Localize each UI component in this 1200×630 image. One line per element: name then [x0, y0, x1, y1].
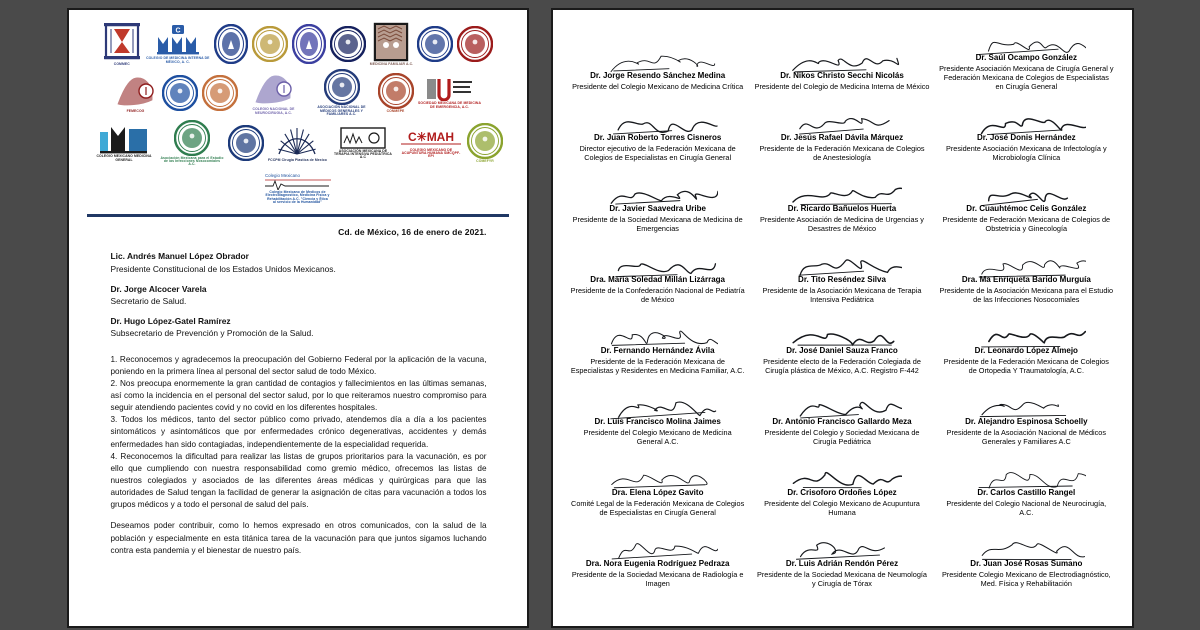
logo-caption: Asociación Mexicana para el Estudio de las Infecciones Nosocomiales A.C. [160, 155, 224, 167]
signature-block [937, 93, 1115, 162]
signatory-name: Dr. Carlos Castillo Rangel [977, 488, 1076, 498]
colegio-medicina-interna-icon [155, 24, 201, 56]
addressee-3 [111, 315, 487, 339]
signatory-name: Dra. María Soledad Millán Lizárraga [590, 275, 726, 285]
signature-block [753, 306, 931, 375]
signatory-title: Presidente de la Sociedad Mexicana de Neumología y Cirugía de Tórax [757, 569, 927, 588]
signatory-title: Presidente de Federación Mexicana de Colegios de Obstetricia y Ginecología [942, 214, 1111, 233]
signatory-name: Dr. Antonio Francisco Gallardo Meza [772, 417, 912, 427]
comefyr-icon [467, 123, 503, 159]
signatory-name: Dr. Leonardo López Almejo [974, 346, 1078, 356]
signature-block [569, 93, 747, 162]
seal-eagle-blue-logo [228, 125, 264, 161]
signatory-title: Presidente de la Federación Mexicana de Colegios de Anestesiología [759, 143, 925, 162]
electrodiagnostico-logo [263, 170, 333, 205]
signature-block [569, 235, 747, 304]
letter-paragraph-2: 2. Nos preocupa enormemente la gran cantidad de contagios y fallecimientos en las últimas semanas, así como la incidencia en el personal del sector salud, por lo que reiteramos nuestro compromiso para seguir atendiendo pacientes covid y no covid en los diferentes hospitales. [110, 378, 487, 413]
svg-text:C: C [175, 27, 181, 35]
fccpm-logo [268, 124, 327, 162]
femecog-icon [114, 73, 158, 109]
signature-block [753, 93, 931, 162]
signatory-title: Presidente de la Sociedad Mexicana de Radiología e Imagen [571, 569, 744, 588]
seal-pink-pair-logo [202, 75, 238, 111]
signatory-name: Dr. Saúl Ocampo González [975, 53, 1077, 63]
seal-triangles-icon [292, 24, 326, 64]
logo-caption: Colegio Mexicano de Medicos de Electrodiagnostico, Medicina Fisica y Rehabilitación A.C. "Ciencia y Ética al servicio de la Humanidad" [265, 189, 330, 205]
signatory-name: Dr. Fernando Hernández Ávila [600, 346, 715, 356]
signatory-title: Presidente de la Asociación Nacional de Médicos Generales y Familiares A.C [946, 427, 1107, 446]
signatory-name: Dr. Nikos Christo Secchi Nicolás [780, 71, 904, 81]
letter-closing-paragraph: Deseamos poder contribuir, como lo hemos expresado en otros comunicados, con la salud de la población y especialmente en esta titánica tarea de la vacunación para que juntos sigamos luchando contra esta pandemia y el bienestar de nuestro país. [110, 521, 487, 555]
signature-grid [563, 18, 1122, 588]
signatory-title: Comité Legal de la Federación Mexicana de Colegios de Especialistas en Cirugía General [571, 498, 745, 517]
letter-paragraph-1: 1. Reconocemos y agradecemos la preocupación del Gobierno Federal por la aplicación de la vacuna, poniendo en la primera línea al personal del sector salud de todo México. [110, 354, 487, 376]
signatory-title: Presidente de la Asociación Mexicana de Terapia Intensiva Pediátrica [762, 285, 922, 304]
comefyr-logo [467, 123, 503, 163]
signatory-name: Dr. Luis Adrián Rendón Pérez [785, 559, 899, 569]
comah-icon [399, 128, 463, 148]
signature-block [937, 448, 1115, 517]
letter-paragraph-4: 4. Reconocemos la dificultad para realizar las listas de grupos prioritarios para la vacunación, es por ello que cumpliendo con nuestra responsabilidad como gremio médico, ofrecemos las listas de nuestros colegiados y asociados de las diferentes áreas médicas y quirúrgicas para que las autoridades de Salud tengan la facilidad de generar la asignación de citas para vacunación a todos los grupos médicos y a todo el personal de salud del país. [110, 451, 487, 510]
signatory-title: Presidente Asociación Mexicana de Infectología y Microbiología Clínica [945, 143, 1107, 162]
seal-red-wreath-icon [457, 26, 493, 62]
seal-pink-pair-icon [202, 75, 238, 111]
femecog-logo [114, 73, 158, 113]
seal-blue-crest-logo [214, 24, 248, 64]
signatory-title: Presidente del Colegio de Medicina Interna de México [754, 81, 930, 91]
conmepe-icon [378, 73, 414, 109]
addressee-2 [111, 283, 487, 307]
signatory-name: Dr. José Donis Hernández [976, 133, 1076, 143]
signatory-title: Presidente del Colegio y Sociedad Mexicana de Cirugía Pediátrica [764, 427, 920, 446]
signature-block [937, 306, 1115, 375]
seal-red-wreath-logo [457, 26, 493, 62]
signature-block [753, 377, 931, 446]
signatory-title: Presidente de la Federación Mexicana de Colegios de Ortopedia Y Traumatología, A.C. [943, 356, 1109, 375]
signature-block [937, 22, 1115, 91]
addressee-name: Dr. Hugo López-Gatel Ramírez [110, 316, 231, 327]
svg-text:C✳MAH: C✳MAH [407, 129, 455, 144]
signature-block [569, 306, 747, 375]
medicos-generales-logo [310, 69, 374, 116]
medicos-generales-icon [324, 69, 360, 105]
signatory-title: Presidente de la Federación Mexicana de Especialistas y Residentes en Medicina Familiar, A.C. [570, 356, 745, 375]
seal-blue-dove-icon [162, 75, 198, 111]
fccpm-icon [275, 124, 319, 158]
logo-caption: COLEGIO MEXICANO MEDICINA GENERAL [96, 154, 152, 162]
logo-caption: ASOCIACIÓN NACIONAL DE MÉDICOS GENERALES Y FAMILIARES A.C. [317, 105, 366, 117]
commec-icon [102, 22, 142, 62]
signatory-title: Presidente Asociación Mexicana de Cirugía General y Federación Mexicana de Colegios de Especialistas en Cirugía General [939, 63, 1114, 91]
logo-caption: COLEGIO DE MEDICINA INTERNA DE MÉXICO, A. C. [146, 56, 210, 64]
sociedad-medicina-emergencia-icon [426, 77, 474, 101]
signature-block [569, 519, 747, 588]
logo-caption: COLEGIO MEXICANO DE ACUPUNTURA HUMANA SMCQPF-EPI [401, 147, 461, 159]
addressee-name: Dr. Jorge Alcocer Varela [110, 283, 207, 294]
seal-eagle-blue-icon [228, 125, 264, 161]
seal-triangles-logo [292, 24, 326, 64]
signatory-name: Dr. José Daniel Sauza Franco [786, 346, 898, 356]
signatures-page [551, 8, 1134, 628]
neurocirugia-icon [252, 71, 296, 107]
colegio-mexicano-medicina-general-logo [92, 124, 156, 162]
sociedad-medicina-emergencia-logo [418, 77, 482, 109]
signature-block [753, 519, 931, 588]
signatory-title: Presidente Colegio Mexicano de Electrodiagnóstico, Med. Física y Rehabilitación [941, 569, 1111, 588]
signatory-title: Director ejecutivo de la Federación Mexicana de Colegios de Especialistas en Cirugía General [579, 143, 736, 162]
logo-caption: CONMEPE [386, 108, 405, 113]
colegio-medicina-interna-logo [146, 24, 210, 64]
signatory-title: Presidente Asociación de Medicina de Urgencias y Desastres de México [760, 214, 924, 233]
addressee-role: Presidente Constitucional de los Estados Unidos Mexicanos. [110, 263, 336, 274]
addressee-role: Secretario de Salud. [110, 296, 187, 307]
logo-caption: FCCPM Cirugia Plastica de Mexico [268, 158, 327, 163]
addressee-1 [111, 250, 487, 274]
signature-block [569, 22, 747, 91]
seal-maternal-icon [417, 26, 453, 62]
signatory-name: Dr. Cuauhtémoc Celis González [966, 204, 1087, 214]
signatory-title: Presidente de la Sociedad Mexicana de Medicina de Emergencias [572, 214, 743, 233]
logo-caption: SOCIEDAD MEXICANA DE MEDICINA DE EMERGENCIA, A.C. [417, 101, 482, 109]
signatory-title: Presidente de la Confederación Nacional de Pediatría de México [570, 285, 745, 304]
signature-block [569, 448, 747, 517]
signatory-title: Presidente del Colegio Mexicano de Acupuntura Humana [764, 498, 920, 517]
letter-page [67, 8, 529, 628]
signature-block [937, 164, 1115, 233]
signatory-name: Dr. Javier Saavedra Uribe [609, 204, 706, 214]
seal-gold-map-icon [252, 26, 288, 62]
signature-block [937, 377, 1115, 446]
signature-block [753, 22, 931, 91]
signature-block [753, 164, 931, 233]
signature-block [753, 235, 931, 304]
signatory-name: Dr. Ricardo Bañuelos Huerta [787, 204, 897, 214]
infecciones-nosocomiales-icon [174, 120, 210, 156]
infecciones-nosocomiales-logo [160, 120, 224, 167]
signatory-name: Dr. Juan José Rosas Sumano [970, 559, 1083, 569]
terapia-intensiva-pediatrica-logo [331, 127, 395, 160]
signatory-name: Dr. Juan Roberto Torres Cisneros [593, 133, 722, 143]
letter-date: Cd. de México, 16 de enero de 2021. [338, 227, 487, 238]
logo-caption: ASOCIACIÓN MEXICANA DE TERAPIA INTENSIVA PEDIÁTRICA A.C [334, 148, 392, 160]
comah-logo [399, 128, 463, 159]
signatory-name: Dra. Nora Eugenia Rodríguez Pedraza [585, 559, 730, 569]
signatory-name: Dr. Tito Reséndez Silva [798, 275, 886, 285]
neurocirugia-logo [242, 71, 306, 115]
signatory-name: Dra. Ma Enriqueta Barido Murguía [961, 275, 1091, 285]
signatory-name: Dr. Jorge Resendo Sánchez Medina [590, 71, 726, 81]
electrodiagnostico-icon [263, 170, 333, 190]
signatory-name: Dra. Elena López Gavito [611, 488, 704, 498]
signature-block [569, 377, 747, 446]
signature-block [569, 164, 747, 233]
signatory-name: Dr. Alejandro Espinosa Schoelly [965, 417, 1088, 427]
signatory-title: Presidente electo de la Federación Colegiada de Cirugía plástica de México, A.C. Registro F-442 [763, 356, 921, 375]
signatory-name: Dr. Jesús Rafael Dávila Márquez [780, 133, 904, 143]
signatory-name: Dr. Luis Francisco Molina Jaimes [594, 417, 721, 427]
seal-navy-scales-icon [330, 26, 366, 62]
logo-grid [85, 20, 511, 208]
signature-block [753, 448, 931, 517]
signatory-title: Presidente del Colegio Mexicano de Medicina Crítica [572, 81, 744, 91]
medicina-familiar-icon [373, 22, 409, 62]
letter-paragraph-3: 3. Todos los médicos, tanto del sector público como privado, atendemos día a día a los pacientes sintomáticos y asintomáticos que por enfermedades crónico degenerativas, accidentes y demás enfermedades han sido contagiadas, independientemente de la especialidad requerida. [110, 415, 487, 449]
seal-blue-dove-logo [162, 75, 198, 111]
logo-caption: MEDICINA FAMILIAR A.C. [369, 62, 414, 66]
signature-block [937, 519, 1115, 588]
signatory-title: Presidente del Colegio Nacional de Neurocirugía, A.C. [946, 498, 1107, 517]
logo-caption: COLEGIO NACIONAL DE NEUROCIRUGIA, A.C. [252, 107, 295, 115]
signatory-title: Presidente de la Asociación Mexicana para el Estudio de las Infecciones Nosocomiales [939, 285, 1114, 304]
logo-caption: COMMEC [113, 62, 130, 66]
addressee-name: Lic. Andrés Manuel López Obrador [110, 251, 249, 262]
seal-maternal-logo [417, 26, 453, 62]
logo-caption: FEMECOG [126, 108, 145, 113]
logo-caption: COMEFYR [476, 159, 494, 164]
seal-blue-crest-icon [214, 24, 248, 64]
seal-gold-map-logo [252, 26, 288, 62]
letter-body [85, 217, 511, 556]
signatory-title: Presidente del Colegio Mexicano de Medicina General A.C. [583, 427, 732, 446]
terapia-intensiva-pediatrica-icon [340, 127, 386, 149]
conmepe-logo [378, 73, 414, 113]
svg-text:Colegio Mexicano: Colegio Mexicano [264, 172, 300, 178]
colegio-mexicano-medicina-general-icon [98, 124, 150, 154]
seal-navy-scales-logo [330, 26, 366, 62]
addressee-role: Subsecretario de Prevención y Promoción de la Salud. [110, 328, 314, 339]
signature-block [937, 235, 1115, 304]
commec-logo [102, 22, 142, 66]
signatory-name: Dr. Crisoforo Ordoñes López [787, 488, 897, 498]
medicina-familiar-logo [370, 22, 413, 66]
